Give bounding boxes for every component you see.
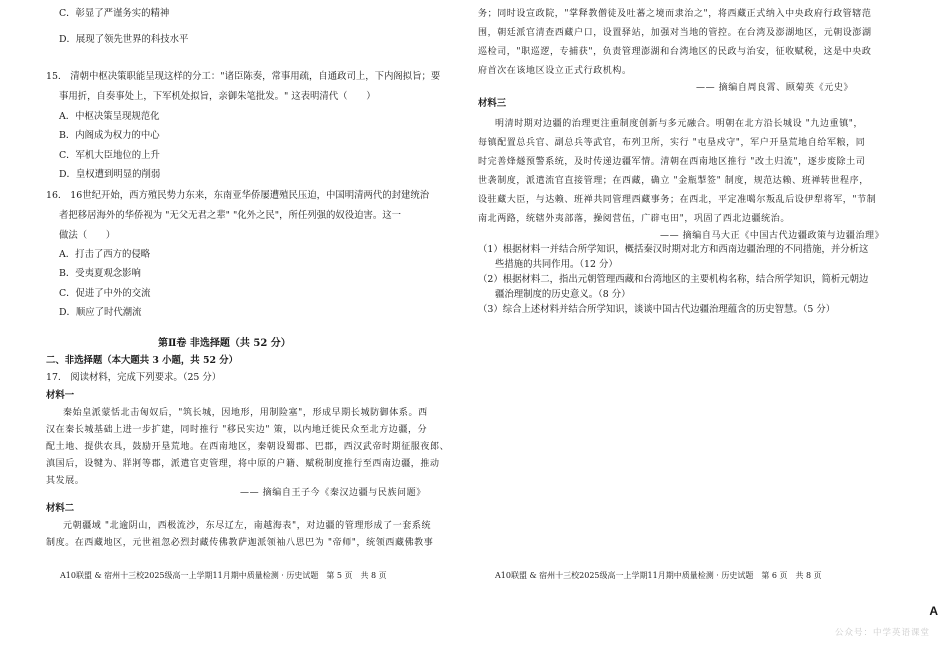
material-2-line2: 制度。在西藏地区，元世祖忽必烈封藏传佛教萨迦派领袖八思巴为 "帝师"，统领西藏佛教事 bbox=[46, 538, 434, 548]
task-2-line1: （2）根据材料二，指出元朝管理西藏和台湾地区的主要机构名称，结合所学知识，简析元朝边 bbox=[478, 274, 869, 285]
material-1-line4: 滇国后，设犍为、牂牁等郡，派遣官吏管理，将中原的户籍、赋税制度推行至西南边疆，推动 bbox=[46, 459, 440, 469]
task-1-line2: 些措施的共同作用。（12 分） bbox=[495, 259, 618, 270]
material-1-line5: 其发展。 bbox=[46, 476, 85, 486]
right-page-footer: A10联盟 & 宿州十三校2025级高一上学期11月期中质量检测 · 历史试题 第 6 页 共 8 页 bbox=[495, 571, 822, 580]
material-3-line3: 时完善烽燧预警系统，及时传递边疆军情。清朝在西南地区推行 "改土归流"，逐步废除土司 bbox=[478, 157, 866, 167]
material-2-cont-line4: 府首次在该地区设立正式行政机构。 bbox=[478, 66, 632, 76]
material-3-line4: 世袭制度，派遣流官直接管理；在西藏，确立 "金瓶掣签" 制度，规范达赖、班禅转世程序， bbox=[478, 176, 869, 186]
q15-option-d: D．皇权遭到明显的削弱 bbox=[59, 169, 161, 180]
q15-stem-line2: 事用折，自奏事处上，下军机处拟旨，亲御朱笔批发。" 这表明清代（ ） bbox=[59, 91, 376, 102]
material-2-line1: 元朝疆域 "北逾阴山，西极流沙，东尽辽左，南越海表"，对边疆的管理形成了一套系统 bbox=[63, 521, 432, 531]
material-1-title: 材料一 bbox=[46, 390, 75, 401]
q15-option-b: B．内阁成为权力的中心 bbox=[59, 130, 160, 141]
task-3: （3）综合上述材料并结合所学知识，谈谈中国古代边疆治理蕴含的历史智慧。（5 分） bbox=[478, 304, 836, 315]
material-2-cont-line2: 围，朝廷派官清查西藏户口，设置驿站，加强对当地的管控。在台湾及澎湖地区，元朝设澎湖 bbox=[478, 28, 872, 38]
material-1-line3: 配土地、提供农具，鼓励开垦荒地。在西南地区，秦朝设蜀郡、巴郡，西汉武帝时期征服夜郎、 bbox=[46, 442, 450, 452]
material-2-cont-line1: 务；同时设宣政院，"掌释教僧徒及吐蕃之境而隶治之"，将西藏正式纳入中央政府行政管辖范 bbox=[478, 9, 872, 19]
q16-option-b: B．受夷夏观念影响 bbox=[59, 268, 141, 279]
material-1-line1: 秦始皇派蒙恬北击匈奴后，"筑长城，因地形，用制险塞"，形成早期长城防御体系。西 bbox=[63, 408, 428, 418]
material-1-source: —— 摘编自王子今《秦汉边疆与民族问题》 bbox=[240, 488, 426, 498]
q16-stem-line1: 16. 16世纪开始，西方殖民势力东来，东南亚华侨屡遭殖民压迫，中国明清两代的封建统治 bbox=[46, 190, 430, 201]
q14-option-c: C．彰显了严谨务实的精神 bbox=[59, 8, 170, 19]
left-page-footer: A10联盟 & 宿州十三校2025级高一上学期11月期中质量检测 · 历史试题 第 5 页 共 8 页 bbox=[60, 571, 387, 580]
material-1-line2: 汉在秦长城基础上进一步扩建，同时推行 "移民实边" 策，以内地迁徙民众至北方边疆，分 bbox=[46, 425, 428, 435]
q16-option-c: C．促进了中外的交流 bbox=[59, 288, 151, 299]
material-2-title: 材料二 bbox=[46, 503, 75, 514]
q16-option-a: A．打击了西方的侵略 bbox=[59, 249, 151, 260]
watermark: 公众号：中学英语课堂 bbox=[834, 628, 930, 638]
task-1-line1: （1）根据材料一并结合所学知识，概括秦汉时期对北方和西南边疆治理的不同措施，并分析这 bbox=[478, 244, 869, 255]
q15-stem-line1: 15. 清朝中枢决策职能呈现这样的分工："诸臣陈奏，常事用疏，自通政司上，下内阁拟旨；要 bbox=[46, 71, 441, 82]
q15-option-a: A．中枢决策呈现规范化 bbox=[59, 111, 160, 122]
q14-option-d: D．展现了领先世界的科技水平 bbox=[59, 34, 189, 45]
material-3-title: 材料三 bbox=[478, 98, 507, 109]
material-2-source: —— 摘编自周良霄、顾菊英《元史》 bbox=[696, 83, 854, 93]
q17-stem: 17. 阅读材料，完成下列要求。（25 分） bbox=[46, 372, 222, 383]
material-3-source: —— 摘编自马大正《中国古代边疆政策与边疆治理》 bbox=[660, 231, 885, 241]
section-heading: 二、非选择题（本大题共 3 小题，共 52 分） bbox=[46, 355, 239, 366]
material-3-line5: 设驻藏大臣，与达赖、班禅共同管理西藏事务；在西北，平定准噶尔叛乱后设伊犁将军，"节制 bbox=[478, 195, 877, 205]
corner-letter: A bbox=[929, 604, 938, 618]
q16-stem-line3: 做法（ ） bbox=[59, 230, 116, 241]
task-2-line2: 疆治理制度的历史意义。（8 分） bbox=[495, 289, 631, 300]
q16-stem-line2: 者把移居海外的华侨视为 "无父无君之辈" "化外之民"，所任列强的奴役迫害。这一 bbox=[59, 210, 401, 221]
material-2-cont-line3: 巡检司，"职巡逻，专捕获"，负责管理澎湖和台湾地区的民政与治安，征收赋税，这是中央政 bbox=[478, 47, 872, 57]
q16-option-d: D．顺应了时代潮流 bbox=[59, 307, 142, 318]
material-3-line2: 每镇配置总兵官、副总兵等武官，布列卫所，实行 "屯垦戍守"，军户开垦荒地自给军粮，同 bbox=[478, 138, 866, 148]
q15-option-c: C．军机大臣地位的上升 bbox=[59, 150, 160, 161]
material-3-line6: 南北两路，统辖外夷部落，操阅营伍，广辟屯田"，巩固了西北边疆统治。 bbox=[478, 214, 790, 224]
material-3-line1: 明清时期对边疆的治理更注重制度创新与多元融合。明朝在北方沿长城设 "九边重镇"， bbox=[495, 119, 864, 129]
part2-title: 第Ⅱ卷 非选择题（共 52 分） bbox=[158, 338, 291, 349]
